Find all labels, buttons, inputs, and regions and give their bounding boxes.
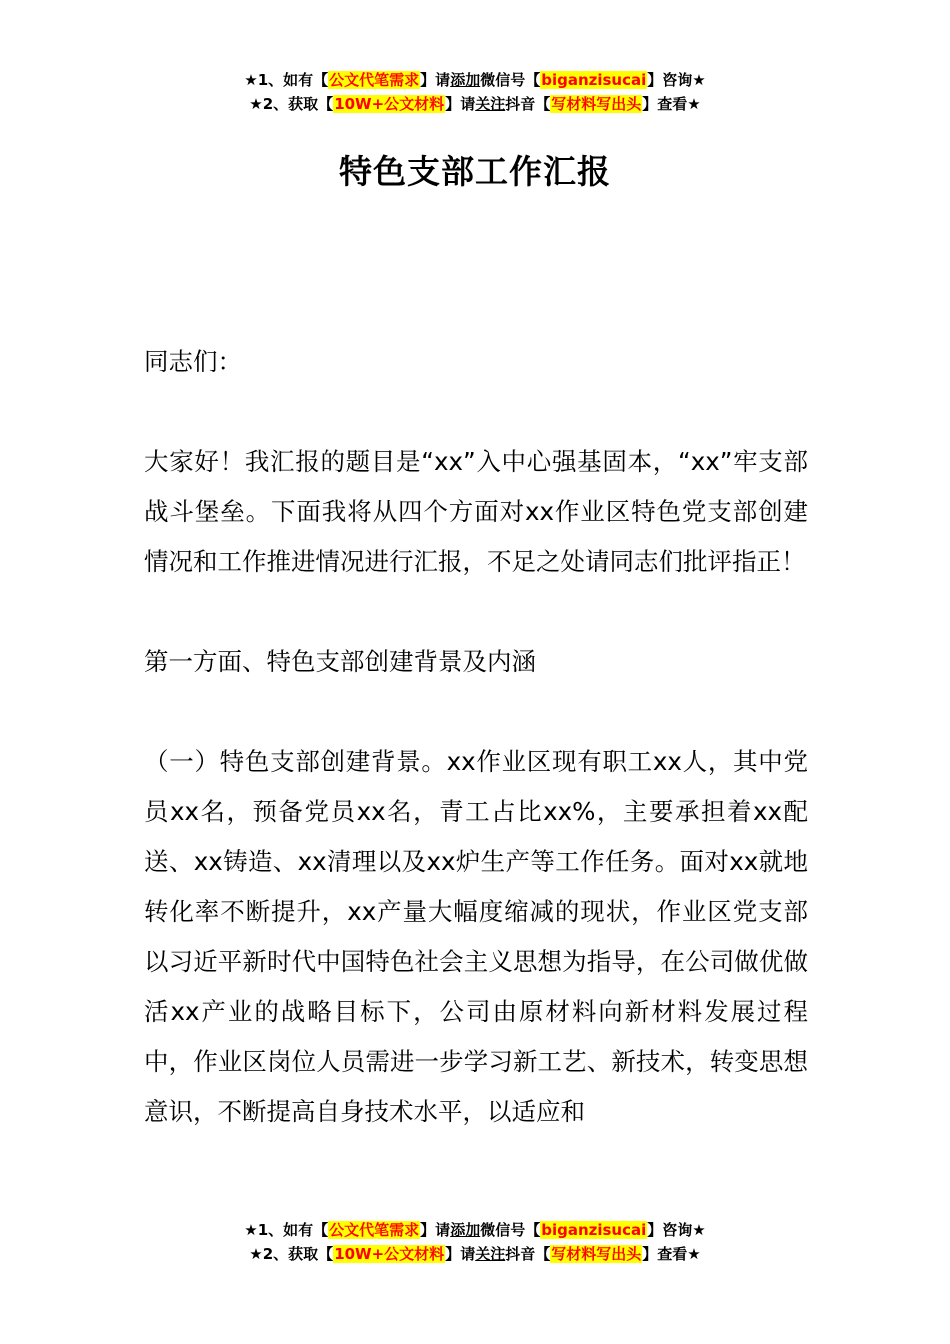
promo-emphasis: 关注 <box>475 95 506 113</box>
promo-highlight: biganzisucai <box>541 71 647 89</box>
promo-line-1 <box>0 1218 950 1242</box>
promo-line-2 <box>0 92 950 116</box>
promo-text: 】请 <box>445 1245 476 1263</box>
promo-text: 】请 <box>420 71 451 89</box>
background-paragraph: （一）特色支部创建背景。xx作业区现有职工xx人，其中党员xx名，预备党员xx名，青工占比xx%，主要承担着xx配送、xx铸造、xx清理以及xx炉生产等工作任务。面对xx就地转化率不断提升，xx产量大幅度缩减的现状，作业区党支部以习近平新时代中国特色社会主义思想为指导，在公司做优做活xx产业的战略目标下，公司由原材料向新材料发展过程中，作业区岗位人员需进一步学习新工艺、新技术，转变思想意识，不断提高自身技术水平，以适应和 <box>144 747 808 1126</box>
promo-emphasis: 添加 <box>450 1221 481 1239</box>
promo-text: 】咨询★ <box>647 1221 706 1239</box>
promo-text: 】查看★ <box>642 95 701 113</box>
promo-text: 】请 <box>420 1221 451 1239</box>
section-heading: 第一方面、特色支部创建背景及内涵 <box>144 647 536 676</box>
document-title: 特色支部工作汇报 <box>339 152 611 191</box>
promo-highlight: biganzisucai <box>541 1221 647 1239</box>
promo-line-2 <box>0 1242 950 1266</box>
promo-highlight: 公文代笔需求 <box>329 1221 420 1239</box>
promo-text: 抖音【 <box>505 95 551 113</box>
promo-emphasis: 添加 <box>450 71 481 89</box>
promo-line-1 <box>0 68 950 92</box>
promo-text: 微信号【 <box>480 71 541 89</box>
promo-text: 】查看★ <box>642 1245 701 1263</box>
promo-text: ★2、获取【 <box>249 1245 334 1263</box>
promo-highlight: 公文代笔需求 <box>329 71 420 89</box>
header-promo-banner <box>0 68 950 116</box>
promo-text: 】咨询★ <box>647 71 706 89</box>
promo-text: 微信号【 <box>480 1221 541 1239</box>
promo-highlight: 10W+公文材料 <box>334 95 445 113</box>
promo-text: 抖音【 <box>505 1245 551 1263</box>
intro-paragraph: 大家好！我汇报的题目是“xx”入中心强基固本，“xx”牢支部战斗堡垒。下面我将从四个方面对xx作业区特色党支部创建情况和工作推进情况进行汇报，不足之处请同志们批评指正！ <box>144 447 808 576</box>
salutation: 同志们： <box>144 347 242 376</box>
footer-promo-banner <box>0 1218 950 1266</box>
promo-emphasis: 关注 <box>475 1245 506 1263</box>
promo-highlight: 写材料写出头 <box>551 1245 642 1263</box>
promo-highlight: 10W+公文材料 <box>334 1245 445 1263</box>
document-body <box>144 337 808 1137</box>
promo-text: ★1、如有【 <box>244 1221 329 1239</box>
promo-highlight: 写材料写出头 <box>551 95 642 113</box>
promo-text: 】请 <box>445 95 476 113</box>
promo-text: ★2、获取【 <box>249 95 334 113</box>
promo-text: ★1、如有【 <box>244 71 329 89</box>
